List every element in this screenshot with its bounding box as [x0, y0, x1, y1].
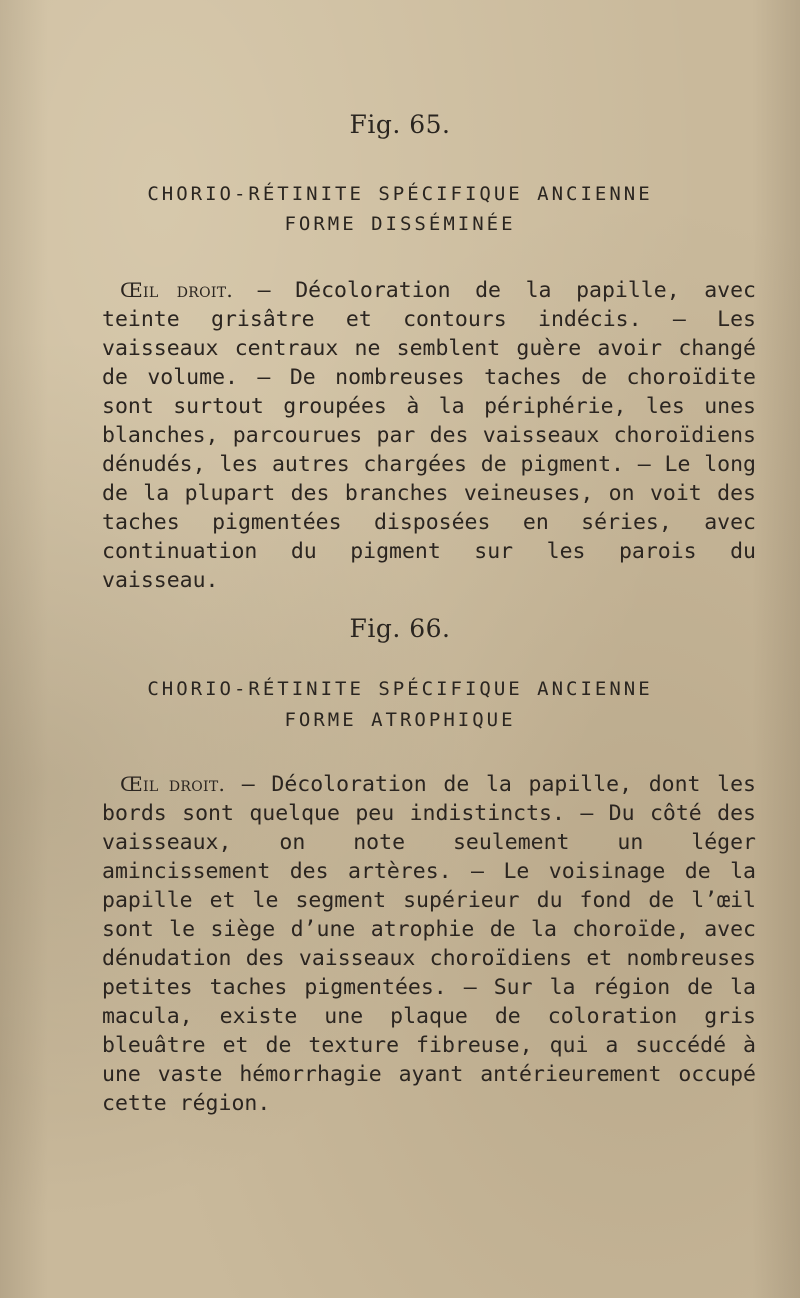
fig-65-body-text: — Décoloration de la papille, avec teinte grisâtre et contours indécis. — Les vaisseaux centraux ne semblent guère avoir changé de volume. — De nombreuses taches de choroïdite sont surtout groupées à la périphérie, les unes blanches, parcourues par des vaisseaux choroïdiens dénudés, les autres chargées de pigment. — Le long de la plupart des branches veineuses, on voit des taches pigmentées disposées en séries, avec continuation du pigment sur les parois du vaisseau. [102, 278, 757, 593]
fig-66-eye-label: Œil droit. [120, 772, 226, 796]
fig-66-title-line-2: FORME ATROPHIQUE [284, 709, 516, 731]
fig-66-title-line-1: CHORIO-RÉTINITE SPÉCIFIQUE ANCIENNE [147, 678, 653, 700]
fig-65-description [102, 276, 756, 595]
fig-65-label: Fig. 65. [349, 110, 451, 139]
fig-65-title-line-1: CHORIO-RÉTINITE SPÉCIFIQUE ANCIENNE [147, 183, 653, 205]
fig-65-eye-label: Œil droit. [120, 278, 234, 302]
fig-66-description [102, 770, 756, 1118]
fig-66-label: Fig. 66. [349, 614, 451, 643]
fig-66-body-text: — Décoloration de la papille, dont les bords sont quelque peu indistincts. — Du côté des vaisseaux, on note seulement un léger amincissement des artères. — Le voisinage de la papille et le segment supérieur du fond de l’œil sont le siège d’une atrophie de la choroïde, avec dénudation des vaisseaux choroïdiens et nombreuses petites taches pigmentées. — Sur la région de la macula, existe une plaque de coloration gris bleuâtre et de texture fibreuse, qui a succédé à une vaste hémorrhagie ayant antérieurement occupé cette région. [102, 772, 756, 1116]
fig-65-title-line-2: FORME DISSÉMINÉE [284, 213, 516, 235]
